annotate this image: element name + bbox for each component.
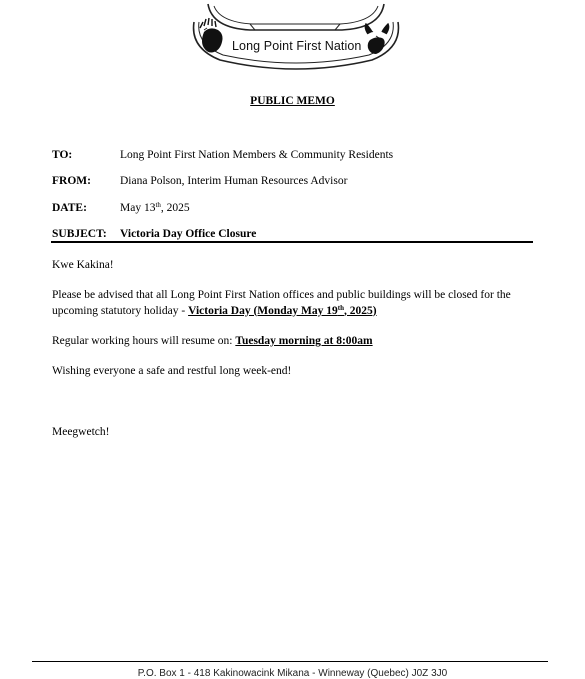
canoe-emblem-graphic (190, 0, 402, 70)
from-label: FROM: (52, 175, 91, 187)
resume-hours-paragraph: Regular working hours will resume on: Tuesday morning at 8:00am (52, 335, 373, 347)
subject-label: SUBJECT: (52, 228, 107, 240)
to-value: Long Point First Nation Members & Community Residents (120, 149, 394, 161)
closing: Meegwetch! (52, 426, 110, 438)
to-label: TO: (52, 149, 73, 161)
greeting: Kwe Kakina! (52, 259, 114, 271)
from-value: Diana Polson, Interim Human Resources Advisor (120, 175, 348, 187)
date-value: May 13th, 2025 (120, 201, 190, 214)
organization-name: Long Point First Nation (232, 39, 362, 53)
date-label: DATE: (52, 202, 87, 214)
header-divider (51, 241, 533, 243)
organization-logo (190, 0, 402, 70)
moose-icon (365, 24, 388, 54)
closure-notice-paragraph: Please be advised that all Long Point First Nation offices and public buildings will be closed for the upcoming statutory holiday - Victoria Day (Monday May 19th, 2025) (52, 289, 511, 317)
resume-time: Tuesday morning at 8:00am (235, 335, 373, 347)
holiday-date: Victoria Day (Monday May 19th, 2025) (188, 303, 377, 317)
memo-title: PUBLIC MEMO (250, 95, 335, 107)
footer-divider (32, 661, 548, 662)
wishes-paragraph: Wishing everyone a safe and restful long week-end! (52, 365, 292, 377)
footer-address: P.O. Box 1 - 418 Kakinowacink Mikana - Winneway (Quebec) J0Z 3J0 (137, 668, 448, 679)
subject-value: Victoria Day Office Closure (120, 228, 257, 240)
chief-head-icon (200, 18, 223, 53)
